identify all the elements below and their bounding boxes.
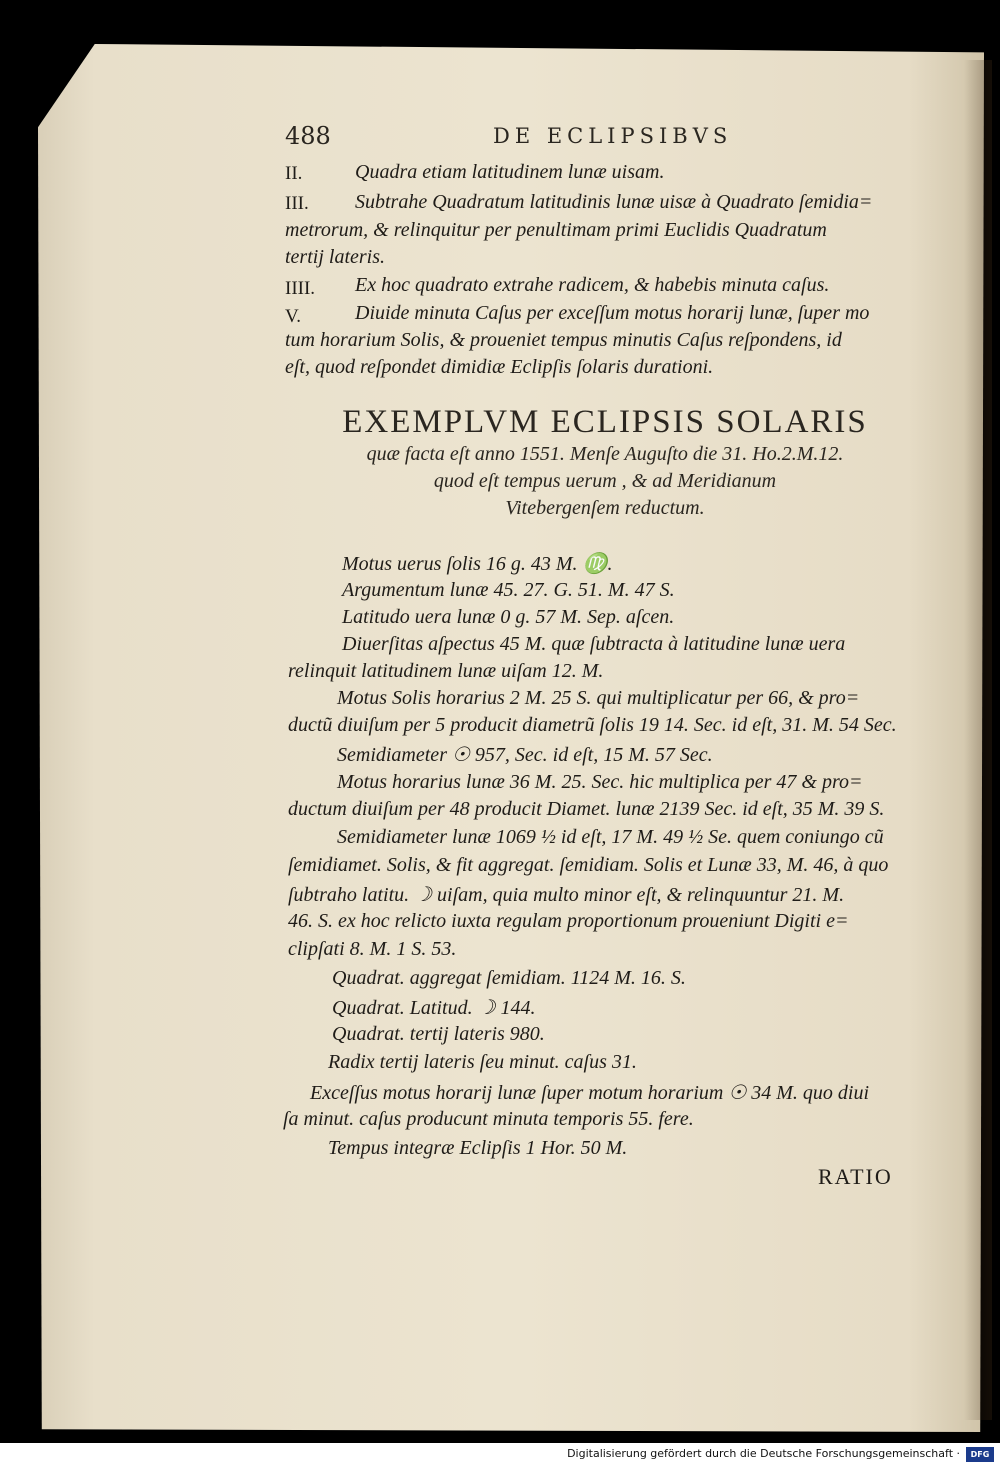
data-line: Quadrat. Latitud. ☽ 144. — [332, 997, 536, 1019]
data-line: 46. S. ex hoc relicto iuxta regulam proportionum proueniunt Digiti e= — [288, 910, 849, 932]
example-subtitle: quæ facta eſt anno 1551. Menſe Auguſto die 31. Ho.2.M.12. — [366, 443, 844, 465]
data-line: Motus horarius lunæ 36 M. 25. Sec. hic multiplica per 47 & pro= — [337, 771, 863, 793]
data-line: Argumentum lunæ 45. 27. G. 51. M. 47 S. — [342, 579, 675, 601]
example-subtitle: Vitebergenſem reductum. — [505, 497, 705, 519]
book-page — [38, 44, 984, 1432]
step-text: Quadra etiam latitudinem lunæ uisam. — [355, 161, 665, 183]
step-text: Ex hoc quadrato extrahe radicem, & habebis minuta caſus. — [355, 274, 830, 296]
page-number: 488 — [285, 122, 331, 150]
running-head: DE ECLIPSIBVS — [493, 124, 733, 148]
dfg-logo: DFG — [966, 1447, 994, 1462]
step-number: II. — [285, 163, 303, 184]
data-line: Semidiameter ☉ 957, Sec. id eſt, 15 M. 57 Sec. — [337, 744, 713, 766]
page-header — [285, 122, 925, 158]
step-text: tertij lateris. — [285, 246, 385, 268]
step-number: IIII. — [285, 278, 316, 299]
data-line: Quadrat. tertij lateris 980. — [332, 1023, 545, 1045]
page-gutter-shadow — [964, 60, 992, 1420]
step-text: metrorum, & relinquitur per penultimam primi Euclidis Quadratum — [285, 219, 827, 241]
data-line: ductũ diuiſum per 5 producit diametrũ ſolis 19 14. Sec. id eſt, 31. M. 54 Sec. — [288, 714, 897, 736]
digitization-footer — [0, 1443, 1000, 1468]
data-line: Quadrat. aggregat ſemidiam. 1124 M. 16. S. — [332, 967, 686, 989]
catchword: RATIO — [818, 1164, 893, 1189]
data-line: Latitudo uera lunæ 0 g. 57 M. Sep. aſcen. — [342, 606, 675, 628]
data-line: relinquit latitudinem lunæ uiſam 12. M. — [288, 660, 604, 682]
data-line: Motus Solis horarius 2 M. 25 S. qui multiplicatur per 66, & pro= — [337, 687, 860, 709]
data-line: ſubtraho latitu. ☽ uiſam, quia multo minor eſt, & relinquuntur 21. M. — [288, 884, 845, 906]
data-line: Motus uerus ſolis 16 g. 43 M. ♍. — [342, 553, 613, 575]
step-text: Subtrahe Quadratum latitudinis lunæ uisæ à Quadrato ſemidia= — [355, 191, 873, 213]
data-line: Tempus integræ Eclipſis 1 Hor. 50 M. — [328, 1137, 628, 1159]
step-number: III. — [285, 193, 309, 214]
data-line: Semidiameter lunæ 1069 ½ id eſt, 17 M. 49 ½ Se. quem coniungo cũ — [337, 826, 884, 848]
step-text: Diuide minuta Caſus per exceſſum motus horarij lunæ, ſuper mo — [355, 302, 870, 324]
example-title: EXEMPLVM ECLIPSIS SOLARIS — [342, 404, 868, 440]
data-line: Radix tertij lateris ſeu minut. caſus 31. — [328, 1051, 637, 1073]
data-line: Diuerſitas aſpectus 45 M. quæ ſubtracta à latitudine lunæ uera — [342, 633, 846, 655]
data-line: Exceſſus motus horarij lunæ ſuper motum horarium ☉ 34 M. quo diui — [310, 1082, 870, 1104]
step-text: eſt, quod reſpondet dimidiæ Eclipſis ſolaris durationi. — [285, 356, 714, 378]
data-line: ſemidiamet. Solis, & fit aggregat. ſemidiam. Solis et Lunæ 33, M. 46, à quo — [288, 854, 889, 876]
footer-credit: Digitalisierung gefördert durch die Deutsche Forschungsgemeinschaft · — [567, 1447, 960, 1460]
step-text: tum horarium Solis, & proueniet tempus minutis Caſus reſpondens, id — [285, 329, 842, 351]
step-number: V. — [285, 306, 302, 327]
data-line: ductum diuiſum per 48 producit Diamet. lunæ 2139 Sec. id eſt, 35 M. 39 S. — [288, 798, 885, 820]
data-line: ſa minut. caſus producunt minuta temporis 55. fere. — [283, 1108, 694, 1130]
data-line: clipſati 8. M. 1 S. 53. — [288, 938, 457, 960]
example-subtitle: quod eſt tempus uerum , & ad Meridianum — [433, 470, 777, 492]
